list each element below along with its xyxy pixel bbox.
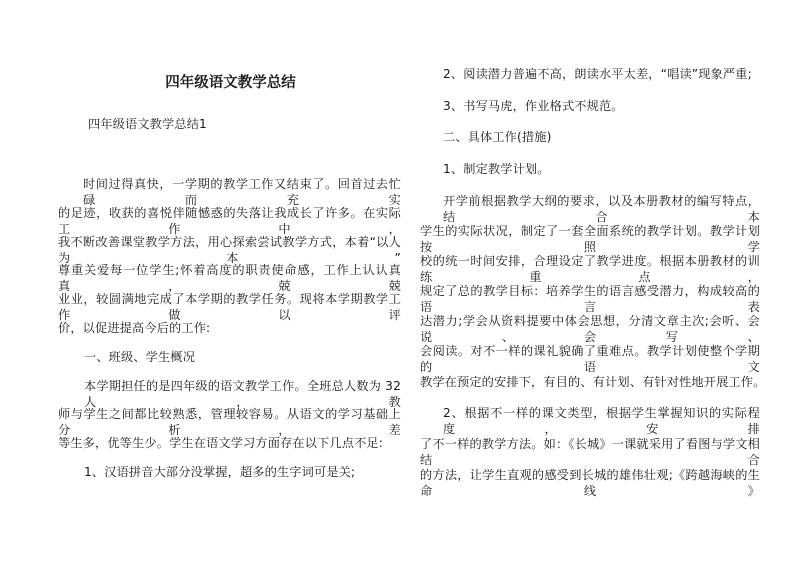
right-page (420, 0, 766, 566)
document-title: 四年级语文教学总结 (165, 74, 296, 91)
text-line: 的方法，让学生直观的感受到长城的雄伟壮观;《跨越海峡的生命线》 (420, 468, 760, 498)
text-line: 业业，较圆满地完成了本学期的教学任务。现将本学期教学工作做以评 (58, 292, 401, 322)
text-line: 2、根据不一样的课文类型，根据学生掌握知识的实际程度，安排 (443, 406, 760, 436)
text-line: 尊重关爱每一位学生;怀着高度的职责使命感，工作上认认真真，兢兢 (58, 263, 401, 293)
list-item: 1、汉语拼音大部分没掌握，超多的生字词可是关; (84, 465, 356, 479)
text-line: 等生多，优等生少。学生在语文学习方面存在以下几点不足: (58, 436, 384, 450)
list-item: 3、书写马虎，作业格式不规范。 (443, 99, 624, 113)
text-line: 学生的实际状况，制定了一套全面系统的教学计划。教学计划按照学 (420, 224, 760, 254)
list-item: 1、制定教学计划。 (443, 162, 550, 176)
text-line: 规定了总的教学目标：培养学生的语言感受潜力，构成较高的语言表 (420, 284, 760, 314)
left-page (58, 0, 403, 566)
text-line: 了不一样的教学方法。如：《长城》一课就采用了看图与学文相结合 (420, 437, 760, 467)
text-line: 师与学生之间都比较熟悉，管理较容易。从语文的学习基础上分析，差 (58, 407, 401, 437)
text-line: 的足迹，收获的喜悦伴随憾惑的失落让我成长了许多。在实际工作中， (58, 206, 401, 236)
list-item: 2、阅读潜力普遍不高，朗读水平太差，“唱读”现象严重; (443, 67, 752, 81)
text-line: 会阅读。对不一样的课礼貌确了重难点。教学计划使整个学期的语文 (420, 344, 760, 374)
text-line: 我不断改善课堂教学方法，用心探索尝试教学方式，本着“以人为本” (58, 235, 401, 265)
section-heading: 二、具体工作(措施) (443, 130, 552, 144)
text-line: 校的统一时间安排，合理设定了教学进度。根据本册教材的训练重点， (420, 254, 760, 284)
text-line: 达潜力;学会从资料提要中体会思想，分清文章主次;会听、会说、会写、 (420, 314, 760, 344)
text-line: 本学期担任的是四年级的语文教学工作。全班总人数为 32 人，教 (84, 379, 401, 409)
section-heading: 一、班级、学生概况 (84, 350, 196, 364)
section-subtitle: 四年级语文教学总结1 (88, 117, 207, 131)
text-line: 开学前根据教学大纲的要求，以及本册教材的编写特点，结合本 (443, 194, 760, 224)
text-line: 价，以促进提高今后的工作: (58, 321, 211, 335)
text-line: 教学在预定的安排下，有目的、有计划、有针对性地开展工作。 (420, 375, 766, 389)
text-line: 时间过得真快，一学期的教学工作又结束了。回首过去忙碌而充实 (83, 177, 401, 207)
